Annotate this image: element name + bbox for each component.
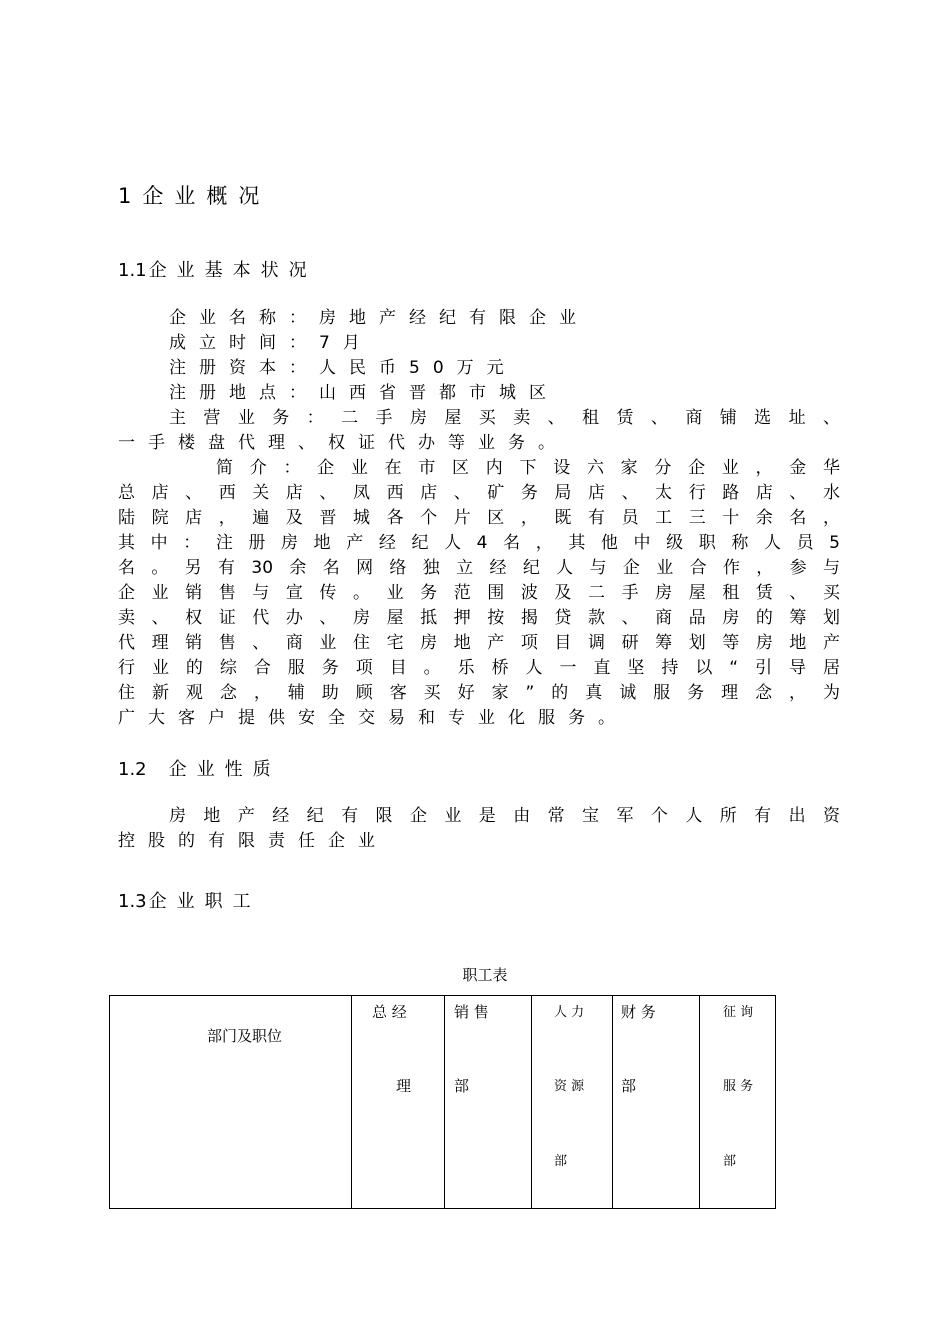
intro-line: 名。另有30余名网络独立经纪人与企业合作，参与 (118, 558, 840, 578)
cell-text: 总 经 (372, 1003, 407, 1021)
basic-address-line (118, 381, 840, 405)
heading-1: 1企业概况 (118, 184, 271, 208)
table-header-cell (110, 996, 352, 1209)
label: 注册资本： (169, 358, 319, 378)
intro-line: 总店、西关店、凤西店、矿务局店、太行路店、水 (118, 483, 840, 503)
business-line-1: 主营业务：二手房屋买卖、租赁、商铺选址、 (169, 408, 840, 428)
basic-capital-line (118, 356, 840, 380)
section-title: 企业性质 (168, 759, 281, 780)
section-1-3-heading (118, 887, 261, 913)
section-number: 1.1 (118, 260, 147, 281)
label: 企业名称： (169, 308, 319, 328)
basic-name-line (118, 306, 840, 330)
table-cell (613, 996, 700, 1209)
intro-line: 行业的综合服务项目。乐桥人一直坚持以“引导居 (118, 658, 840, 678)
nature-line: 控股的有限责任企业 (118, 831, 388, 851)
table-cell (700, 996, 776, 1209)
label: 注册地点： (169, 383, 319, 403)
label: 成立时间： (169, 333, 319, 353)
section-number: 1.2 (118, 759, 147, 780)
table-caption: 职工表 (462, 966, 508, 984)
cell-text: 部 (723, 1154, 737, 1169)
cell-text: 销 售 (454, 1003, 489, 1021)
section-1-1-heading (118, 256, 317, 282)
cell-text: 部 (454, 1077, 470, 1095)
value: 7月 (319, 333, 373, 353)
intro-line: 卖、权证代办、房屋抵押按揭贷款、商品房的筹划 (118, 608, 840, 628)
business-line-2: 一手楼盘代理、权证代办等业务。 (118, 433, 568, 453)
cell-text: 征 询 (723, 1005, 754, 1020)
intro-line: 陆院店，遍及晋城各个片区，既有员工三十余名， (118, 508, 840, 528)
section-1-2-heading (118, 755, 281, 781)
cell-text: 部 (554, 1154, 568, 1169)
table-cell (352, 996, 445, 1209)
cell-text: 财 务 (621, 1003, 656, 1021)
header-label: 部门及职位 (207, 1027, 283, 1045)
intro-line: 住新观念，辅助顾客买好家”的真诚服务理念，为 (118, 683, 840, 703)
basic-founded-line (118, 331, 840, 355)
table-cell (532, 996, 613, 1209)
intro-line: 代理销售、商业住宅房地产项目调研筹划等房地产 (118, 633, 840, 653)
section-number: 1.3 (118, 891, 147, 912)
cell-text: 资 源 (554, 1079, 585, 1094)
intro-line: 广大客户提供安全交易和专业化服务。 (118, 708, 628, 728)
nature-line: 房地产经纪有限企业是由常宝军个人所有出资 (169, 806, 840, 826)
cell-text: 人 力 (554, 1005, 585, 1020)
section-title: 企业基本状况 (148, 260, 317, 281)
cell-text: 理 (396, 1077, 412, 1095)
staff-table (109, 995, 776, 1209)
intro-line: 其中：注册房地产经纪人4名，其他中级职称人员5 (118, 533, 840, 553)
intro-line: 简介：企业在市区内下设六家分企业，金华 (216, 458, 840, 478)
cell-text: 服 务 (723, 1079, 754, 1094)
table-row (110, 996, 776, 1209)
value: 房地产经纪有限企业 (319, 308, 589, 328)
intro-line: 企业销售与宣传。业务范围波及二手房屋租赁、买 (118, 583, 840, 603)
value: 山西省晋都市城区 (319, 383, 559, 403)
value: 人民币50万元 (319, 358, 517, 378)
section-title: 企业职工 (148, 891, 261, 912)
table-cell (445, 996, 532, 1209)
cell-text: 部 (621, 1077, 637, 1095)
